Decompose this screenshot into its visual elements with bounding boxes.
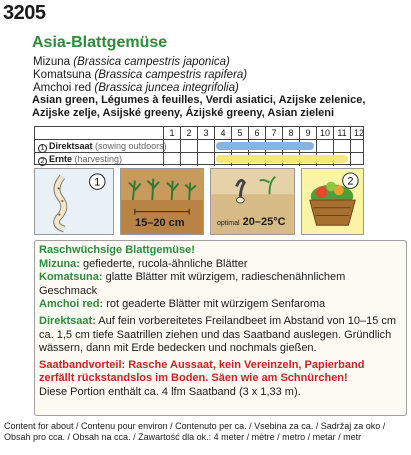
- month-header: 3: [197, 127, 214, 140]
- desc-label: Mizuna:: [39, 257, 80, 270]
- product-code: 3205: [3, 2, 46, 24]
- description-box: [34, 240, 407, 416]
- footer-line: Obsah pro cca. / Obsah na cca. / Zawartość dla ok.: 4 meter / mètre / metro / metar / metr: [4, 432, 362, 442]
- month-header: 9: [299, 127, 316, 140]
- badge-number: 2: [347, 175, 354, 188]
- seed-tape-advantage: Saatbandvorteil: Rasche Aussaat, kein Vereinzeln, Papierband zerfällt rückstandslos im Boden. Säen wie am Schnürchen!: [39, 358, 365, 385]
- seed-tape-icon: [35, 169, 113, 234]
- month-cell: [180, 140, 197, 153]
- month-header: 8: [282, 127, 299, 140]
- month-header: 2: [180, 127, 197, 140]
- calendar-header-row: [35, 127, 363, 140]
- portion-note: Diese Portion enthält ca. 4 lfm Saatband (3 x 1,33 m).: [39, 385, 301, 398]
- month-cell: [197, 140, 214, 153]
- spacing-label: 15–20 cm: [135, 217, 185, 229]
- month-cell: [163, 153, 180, 166]
- variety-line: [33, 81, 239, 95]
- month-cell: [350, 140, 367, 153]
- month-header: 1: [163, 127, 180, 140]
- variety-description: [39, 298, 402, 312]
- sowing-calendar: [34, 126, 364, 165]
- seed-tape-pictogram: [34, 168, 114, 235]
- month-header: 6: [248, 127, 265, 140]
- row-title: Ernte: [49, 154, 73, 164]
- month-cell: [316, 140, 333, 153]
- product-title: Asia-Blattgemüse: [32, 34, 168, 51]
- germination-temp-pictogram: [210, 168, 295, 235]
- month-header: 10: [316, 127, 333, 140]
- row-number-circle: 1: [38, 144, 47, 153]
- temp-value: 20–25°C: [242, 216, 286, 228]
- temp-prefix: optimal: [217, 220, 240, 227]
- variety-latin: (Brassica campestris japonica): [73, 56, 230, 68]
- harvest-period-bar: [216, 155, 348, 163]
- sowing-label: Direktsaat:: [39, 314, 96, 327]
- month-cell: [163, 140, 180, 153]
- sowing-instructions: [39, 315, 402, 356]
- temperature-label: [217, 216, 286, 228]
- headline: Raschwüchsige Blattgemüse!: [39, 244, 195, 256]
- month-cell: [180, 153, 197, 166]
- row-title: Direktsaat: [49, 141, 93, 151]
- variety-line: [33, 55, 230, 69]
- row-subtitle: (sowing outdoors): [95, 141, 167, 151]
- month-header: 12: [350, 127, 367, 140]
- month-header: 7: [265, 127, 282, 140]
- sowing-period-bar: [216, 142, 314, 150]
- month-cell: [197, 153, 214, 166]
- variety-name: Komatsuna: [33, 69, 92, 81]
- language-names: Asian green, Légumes à feuilles, Verdi asiatici, Azijske zelenice, Azijske zelje, Asijské greeny, Ázijské greeny, Asian zieleni: [32, 94, 366, 119]
- month-header: 5: [231, 127, 248, 140]
- month-cell: [333, 140, 350, 153]
- variety-name: Amchoi red: [33, 82, 92, 94]
- calendar-row-label: [38, 153, 122, 166]
- calendar-row-sowing: [35, 140, 363, 153]
- variety-name: Mizuna: [33, 56, 71, 68]
- calendar-row-label: [38, 140, 167, 153]
- variety-latin: (Brassica juncea integrifolia): [94, 82, 239, 94]
- variety-description: [39, 271, 402, 298]
- month-header: 4: [214, 127, 231, 140]
- desc-text: gefiederte, rucola-ähnliche Blätter: [79, 257, 248, 270]
- month-header: 11: [333, 127, 350, 140]
- harvest-pictogram: [301, 168, 364, 235]
- sowing-text: Auf fein vorbereitetes Freilandbeet im Abstand von 10–15 cm ca. 1,5 cm tiefe Saatrillen ziehen und das Saatband auslegen. Gründlich wässern, dann mit Erde bedecken und nochmals gießen.: [39, 314, 397, 355]
- month-cell: [350, 153, 367, 166]
- desc-label: Komatsuna:: [39, 271, 103, 284]
- desc-label: Amchoi red:: [39, 298, 104, 311]
- row-subtitle: (harvesting): [74, 154, 123, 164]
- footer-line: Content for about / Contenu pour environ / Contenuto per ca. / Vsebina za ca. / Sadržaj za oko /: [4, 421, 386, 431]
- vegetable-basket-icon: [302, 169, 363, 234]
- desc-text: glatte Blätter mit würzigem, radieschenähnlichem Geschmack: [39, 271, 346, 297]
- variety-latin: (Brassica campestris rapifera): [94, 69, 248, 81]
- badge-number: 1: [94, 176, 101, 189]
- variety-description: [39, 258, 402, 272]
- desc-text: rot geaderte Blätter mit würzigem Senfaroma: [103, 298, 326, 311]
- row-number-circle: 2: [38, 157, 47, 166]
- calendar-row-harvest: [35, 153, 363, 166]
- variety-line: [33, 68, 247, 82]
- plant-spacing-pictogram: [120, 168, 204, 235]
